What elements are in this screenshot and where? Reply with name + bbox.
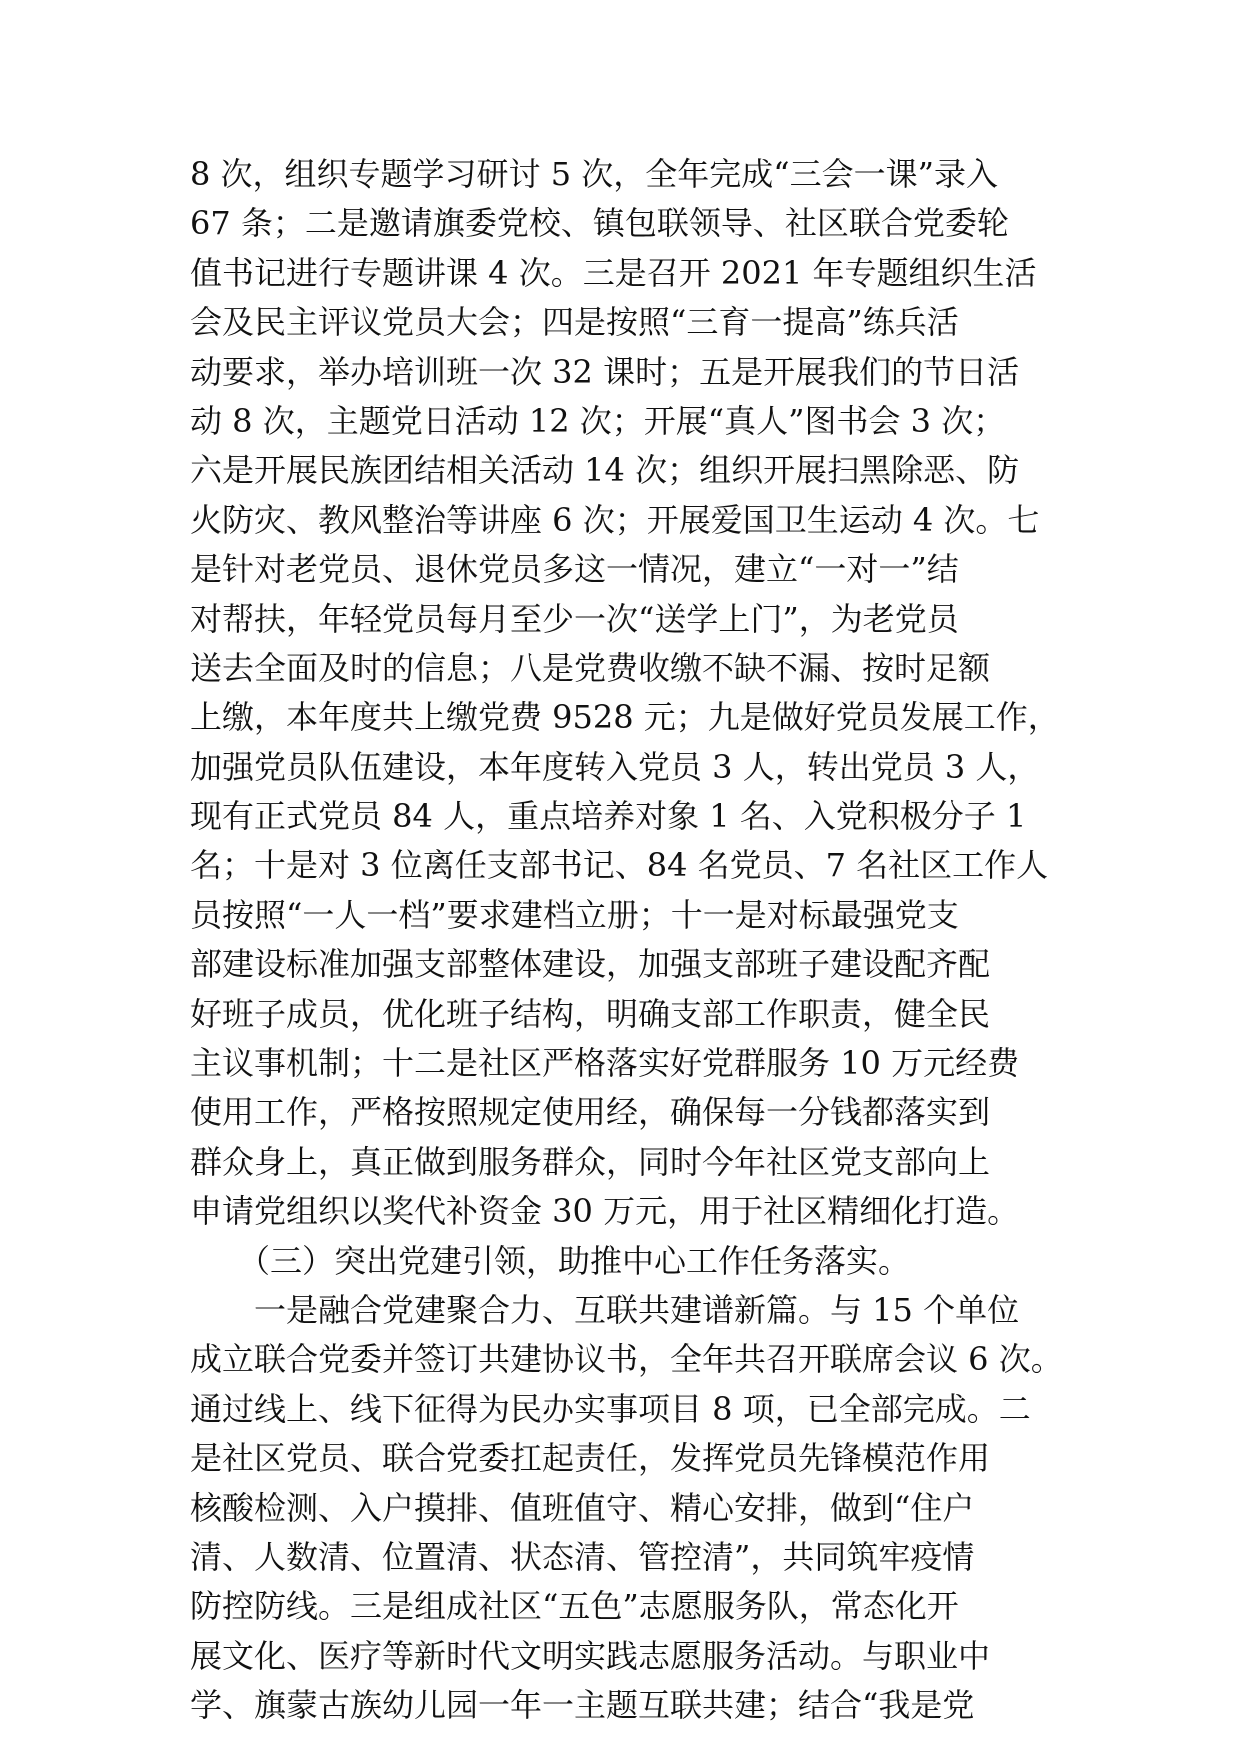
text-line: 展文化、医疗等新时代文明实践志愿服务活动。与职业中 xyxy=(190,1636,991,1675)
text-line: 通过线上、线下征得为民办实事项目 8 项，已全部完成。二 xyxy=(190,1389,1031,1428)
text-line: 部建设标准加强支部整体建设，加强支部班子建设配齐配 xyxy=(190,945,991,984)
text-line: 67 条；二是邀请旗委党校、镇包联领导、社区联合党委轮 xyxy=(190,204,1009,243)
text-line: 对帮扶，年轻党员每月至少一次“送学上门”，为老党员 xyxy=(190,599,959,638)
text-line: 好班子成员，优化班子结构，明确支部工作职责，健全民 xyxy=(190,994,991,1033)
text-line: 会及民主评议党员大会；四是按照“三育一提高”练兵活 xyxy=(190,303,959,342)
text-line: 动要求，举办培训班一次 32 课时；五是开展我们的节日活 xyxy=(190,352,1020,391)
text-line: 核酸检测、入户摸排、值班值守、精心安排，做到“住户 xyxy=(190,1488,975,1527)
text-line: 名；十是对 3 位离任支部书记、84 名党员、7 名社区工作人 xyxy=(190,846,1049,885)
text-line: 防控防线。三是组成社区“五色”志愿服务队，常态化开 xyxy=(190,1587,959,1626)
text-line: 申请党组织以奖代补资金 30 万元，用于社区精细化打造。 xyxy=(190,1192,1020,1231)
text-line: 是社区党员、联合党委扛起责任，发挥党员先锋模范作用 xyxy=(190,1439,991,1478)
text-line: 六是开展民族团结相关活动 14 次；组织开展扫黑除恶、防 xyxy=(190,451,1020,490)
text-line: 清、人数清、位置清、状态清、管控清”，共同筑牢疫情 xyxy=(190,1537,975,1576)
text-line: 火防灾、教风整治等讲座 6 次；开展爱国卫生运动 4 次。七 xyxy=(190,500,1040,539)
text-line: 上缴，本年度共上缴党费 9528 元；九是做好党员发展工作， xyxy=(190,698,1060,737)
text-line: 主议事机制；十二是社区严格落实好党群服务 10 万元经费 xyxy=(190,1044,1020,1083)
section-heading-3: （三）突出党建引领，助推中心工作任务落实。 xyxy=(190,1241,911,1280)
text-line: 一是融合党建聚合力、互联共建谱新篇。与 15 个单位 xyxy=(190,1290,1020,1329)
text-line: 送去全面及时的信息；八是党费收缴不缺不漏、按时足额 xyxy=(190,648,991,687)
text-line: 值书记进行专题讲课 4 次。三是召开 2021 年专题组织生活 xyxy=(190,253,1037,292)
text-line: 8 次，组织专题学习研讨 5 次，全年完成“三会一课”录入 xyxy=(190,155,998,193)
text-line: 是针对老党员、退休党员多这一情况，建立“一对一”结 xyxy=(190,550,959,589)
text-line: 使用工作，严格按照规定使用经，确保每一分钱都落实到 xyxy=(190,1093,991,1132)
text-line: 动 8 次，主题党日活动 12 次；开展“真人”图书会 3 次； xyxy=(190,401,1006,440)
text-line: 群众身上，真正做到服务群众，同时今年社区党支部向上 xyxy=(190,1142,991,1181)
text-line: 员按照“一人一档”要求建档立册；十一是对标最强党支 xyxy=(190,895,959,934)
text-line: 加强党员队伍建设，本年度转入党员 3 人，转出党员 3 人， xyxy=(190,747,1040,786)
document-body xyxy=(190,150,1070,1731)
text-line: 学、旗蒙古族幼儿园一年一主题互联共建；结合“我是党 xyxy=(190,1686,975,1725)
text-line: 现有正式党员 84 人，重点培养对象 1 名、入党积极分子 1 xyxy=(190,797,1027,836)
text-line: 成立联合党委并签订共建协议书，全年共召开联席会议 6 次。 xyxy=(190,1340,1063,1379)
